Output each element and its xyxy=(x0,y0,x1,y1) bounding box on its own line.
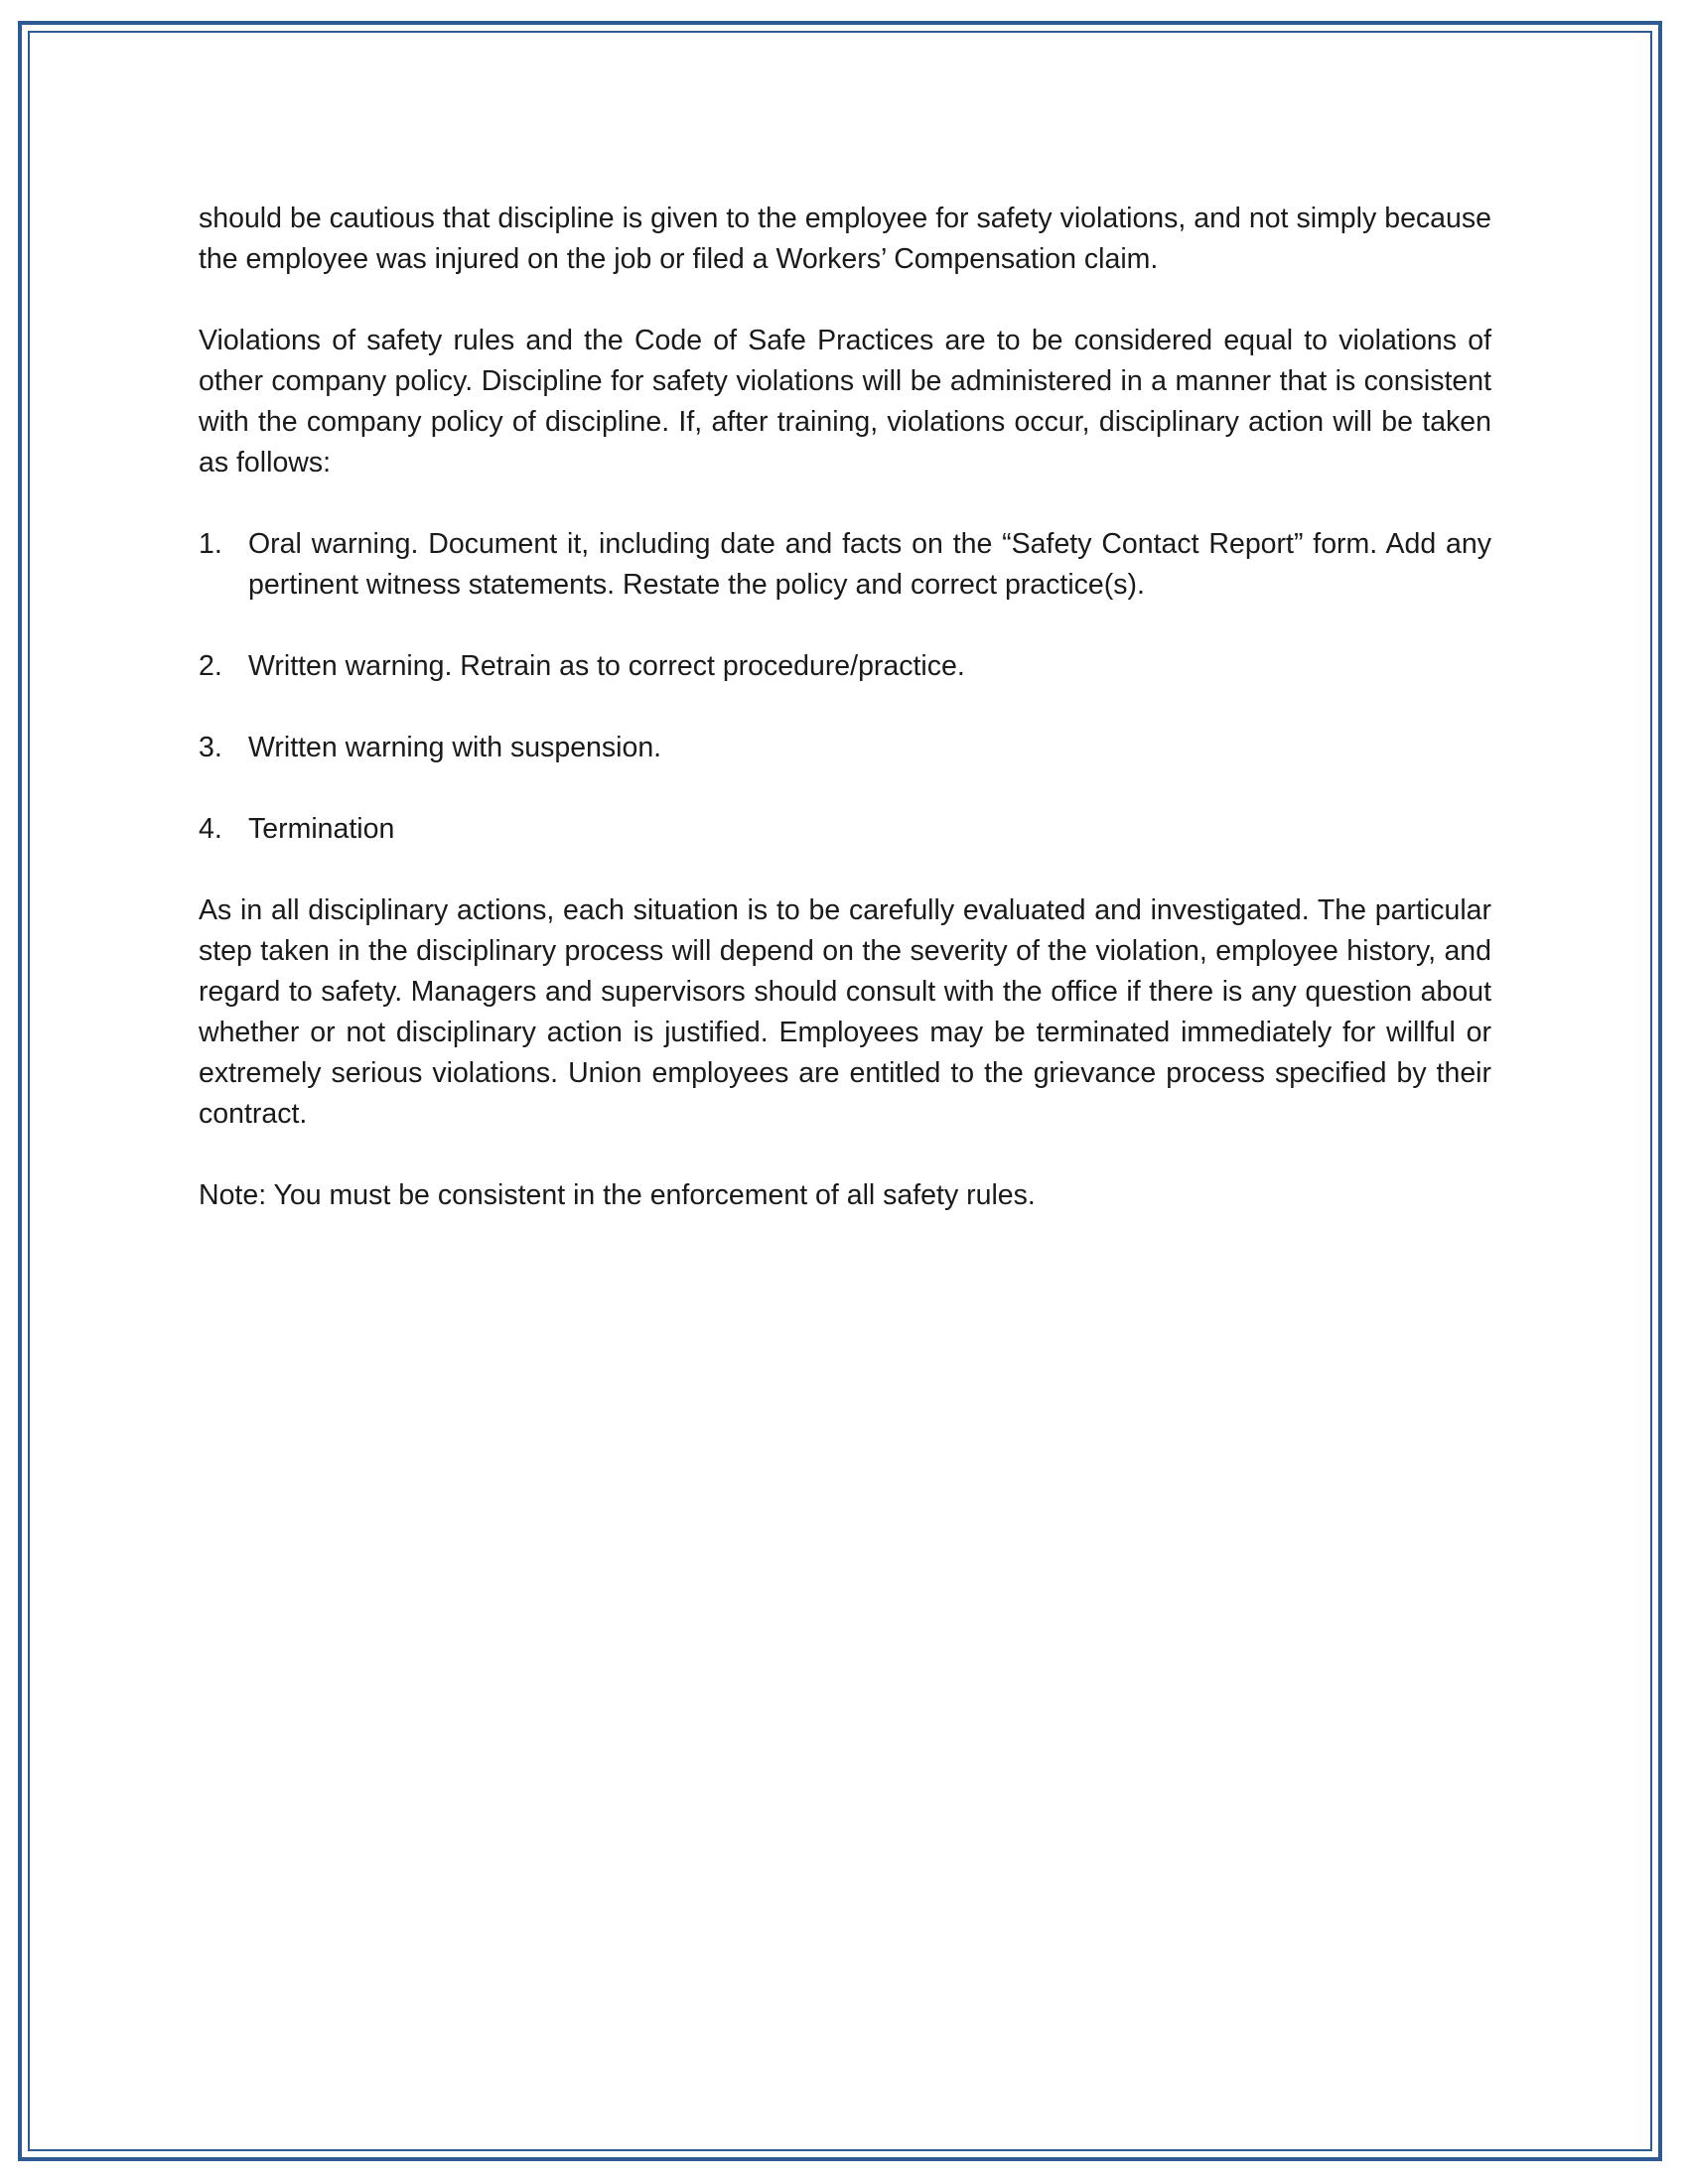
list-item-termination xyxy=(199,809,1491,850)
paragraph-disciplinary-evaluation: As in all disciplinary actions, each situation is to be carefully evaluated and investigated. The particular step taken in the disciplinary process will depend on the severity of the violation, employee history, and regard to safety. Managers and supervisors should consult with the office if there is any question about whether or not disciplinary action is justified. Employees may be terminated immediately for willful or extremely serious violations. Union employees are entitled to the grievance process specified by their contract. xyxy=(199,894,1491,1130)
paragraph-discipline-caution: should be cautious that discipline is given to the employee for safety violations, and not simply because the employee was injured on the job or filed a Workers’ Compensation claim. xyxy=(199,203,1491,275)
list-number: 2. xyxy=(199,650,222,682)
list-item-written-warning xyxy=(199,646,1491,687)
list-text: Written warning with suspension. xyxy=(248,732,662,763)
list-number: 4. xyxy=(199,813,222,845)
list-text: Oral warning. Document it, including date and facts on the “Safety Contact Report” form. Add any pertinent witness statements. Restate the policy and correct practice(s). xyxy=(248,528,1491,601)
document-body xyxy=(199,199,1491,1257)
list-text: Termination xyxy=(248,813,395,845)
list-item-suspension xyxy=(199,728,1491,768)
list-number: 3. xyxy=(199,732,222,763)
paragraph-note: Note: You must be consistent in the enforcement of all safety rules. xyxy=(199,1179,1036,1211)
paragraph-violations-policy: Violations of safety rules and the Code of Safe Practices are to be considered equal to violations of other company policy. Discipline for safety violations will be administered in a manner that is consistent with the company policy of discipline. If, after training, violations occur, disciplinary action will be taken as follows: xyxy=(199,325,1491,478)
list-number: 1. xyxy=(199,528,222,560)
list-text: Written warning. Retrain as to correct procedure/practice. xyxy=(248,650,965,682)
list-item-oral-warning xyxy=(199,524,1491,606)
